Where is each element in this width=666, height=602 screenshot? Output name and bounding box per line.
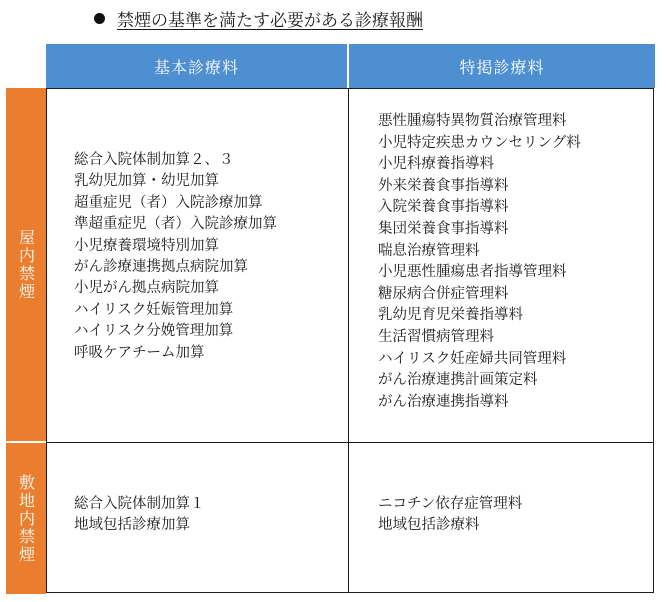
list-item: 生活習慣病管理料 — [378, 328, 494, 345]
list-item: 超重症児（者）入院診療加算 — [74, 194, 263, 211]
list-item: 小児特定疾患カウンセリング料 — [378, 134, 581, 151]
heading-text: 禁煙の基準を満たす必要がある診療報酬 — [117, 10, 423, 31]
list-item: 乳幼児加算・幼児加算 — [74, 173, 219, 190]
column-divider — [348, 88, 349, 593]
column-header-basic: 基本診療料 — [46, 44, 347, 88]
list-item: 入院栄養食事指導料 — [378, 199, 509, 216]
list-item: 乳幼児育児栄養指導料 — [378, 307, 523, 324]
list-item: 呼吸ケアチーム加算 — [74, 344, 205, 361]
row-header-premises: 敷地内禁煙 — [6, 443, 46, 594]
list-item: 集団栄養食事指導料 — [378, 220, 509, 237]
page-heading — [94, 6, 423, 30]
list-item: ニコチン依存症管理料 — [378, 496, 523, 512]
list-item: 喘息治療管理料 — [378, 242, 480, 259]
premises-specific-list — [378, 494, 522, 536]
premises-basic-list — [74, 494, 205, 536]
list-item: がん治療連携計画策定料 — [378, 372, 538, 389]
list-item: 総合入院体制加算２、３ — [74, 152, 234, 168]
list-item: 準超重症児（者）入院診療加算 — [74, 216, 277, 233]
indoor-basic-list — [74, 150, 277, 364]
list-item: 外来栄養食事指導料 — [378, 177, 509, 194]
row-divider — [46, 442, 654, 443]
list-item: 小児科療養指導料 — [378, 156, 494, 173]
list-item: ハイリスク妊産婦共同管理料 — [378, 350, 567, 367]
list-item: 悪性腫瘍特異物質治療管理料 — [378, 113, 567, 129]
column-header-specific: 特掲診療料 — [349, 44, 655, 88]
list-item: 小児療養環境特別加算 — [74, 237, 219, 254]
list-item: 地域包括診療加算 — [74, 517, 190, 533]
list-item: 総合入院体制加算１ — [74, 496, 205, 512]
list-item: ハイリスク分娩管理加算 — [74, 323, 234, 340]
list-item: 糖尿病合併症管理料 — [378, 285, 509, 302]
bullet-icon — [94, 13, 105, 24]
list-item: 小児悪性腫瘍患者指導管理料 — [378, 264, 567, 281]
list-item: がん診療連携拠点病院加算 — [74, 259, 248, 276]
indoor-specific-list — [378, 111, 581, 413]
list-item: がん治療連携指導料 — [378, 393, 509, 410]
list-item: ハイリスク妊娠管理加算 — [74, 301, 234, 318]
list-item: 小児がん拠点病院加算 — [74, 280, 219, 297]
list-item: 地域包括診療料 — [378, 517, 480, 533]
row-header-indoor: 屋内禁煙 — [6, 88, 46, 441]
